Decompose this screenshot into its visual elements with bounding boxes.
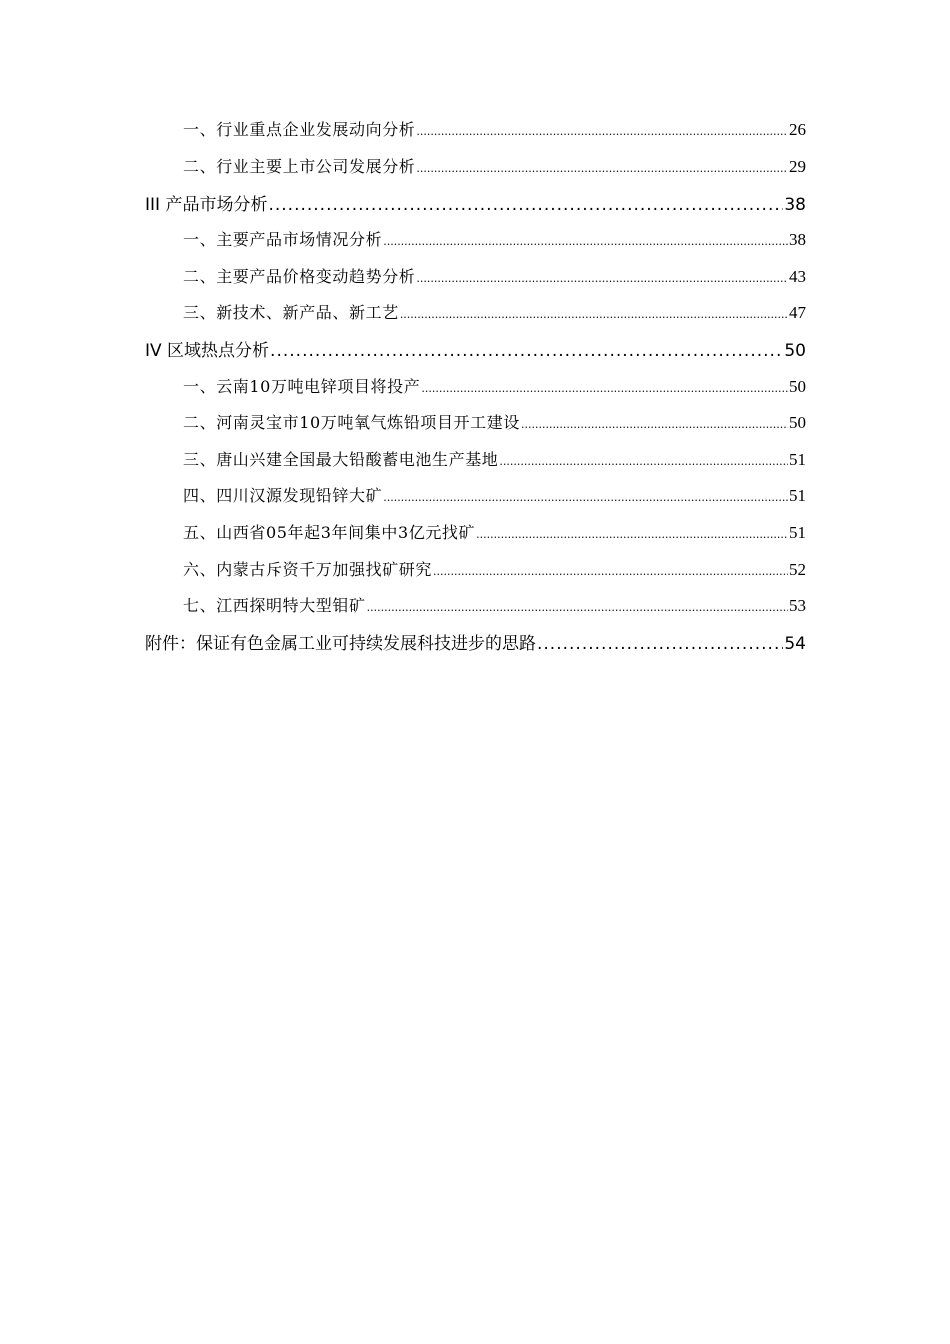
toc-entry[interactable] xyxy=(183,447,806,483)
toc-entry-page: 38 xyxy=(789,230,806,249)
toc-entry-page: 50 xyxy=(789,413,806,432)
dot-leader xyxy=(400,303,788,322)
toc-entry-label: 四、四川汉源发现铅锌大矿 xyxy=(183,486,383,505)
toc-section-page: 50 xyxy=(784,341,806,361)
toc-section-entry[interactable] xyxy=(145,190,806,226)
toc-entry-label: 二、行业主要上市公司发展分析 xyxy=(183,157,416,176)
toc-entry[interactable] xyxy=(183,593,806,629)
dot-leader xyxy=(268,195,783,215)
dot-leader xyxy=(521,413,788,432)
toc-entry-page: 50 xyxy=(789,377,806,396)
toc-entry[interactable] xyxy=(183,264,806,300)
dot-leader xyxy=(383,486,788,505)
toc-entry[interactable] xyxy=(183,557,806,593)
toc-section-page: 38 xyxy=(784,195,806,215)
dot-leader xyxy=(416,157,788,176)
dot-leader xyxy=(416,120,788,139)
dot-leader xyxy=(476,523,788,542)
toc-entry-page: 51 xyxy=(789,523,806,542)
toc-entry-label: 五、山西省05年起3年间集中3亿元找矿 xyxy=(183,523,476,542)
toc-entry[interactable] xyxy=(183,374,806,410)
toc-entry-label: 三、新技术、新产品、新工艺 xyxy=(183,303,399,322)
dot-leader xyxy=(270,341,783,361)
toc-appendix-entry[interactable] xyxy=(145,629,806,665)
toc-section-page: 54 xyxy=(784,634,806,654)
toc-entry[interactable] xyxy=(183,227,806,263)
toc-entry-label: 一、云南10万吨电锌项目将投产 xyxy=(183,377,421,396)
toc-entry-page: 51 xyxy=(789,486,806,505)
toc-entry[interactable] xyxy=(183,117,806,153)
toc-entry-label: 三、唐山兴建全国最大铅酸蓄电池生产基地 xyxy=(183,450,499,469)
toc-entry-page: 51 xyxy=(789,450,806,469)
toc-entry-page: 29 xyxy=(789,157,806,176)
dot-leader xyxy=(416,267,788,286)
toc-entry-label: 一、主要产品市场情况分析 xyxy=(183,230,383,249)
dot-leader xyxy=(499,450,788,469)
toc-entry-label: 二、河南灵宝市10万吨氧气炼铅项目开工建设 xyxy=(183,413,520,432)
toc-entry-label: 一、行业重点企业发展动向分析 xyxy=(183,120,416,139)
toc-entry[interactable] xyxy=(183,520,806,556)
toc-section-label: IV 区域热点分析 xyxy=(145,341,270,361)
toc-section-entry[interactable] xyxy=(145,336,806,372)
toc-entry-label: 六、内蒙古斥资千万加强找矿研究 xyxy=(183,560,433,579)
dot-leader xyxy=(367,596,788,615)
dot-leader xyxy=(537,634,783,654)
toc-entry[interactable] xyxy=(183,410,806,446)
toc-entry-page: 53 xyxy=(789,596,806,615)
toc-entry[interactable] xyxy=(183,483,806,519)
toc-entry-label: 七、江西探明特大型钼矿 xyxy=(183,596,366,615)
dot-leader xyxy=(421,377,788,396)
toc-entry[interactable] xyxy=(183,154,806,190)
toc-entry-page: 52 xyxy=(789,560,806,579)
toc-entry-page: 47 xyxy=(789,303,806,322)
toc-entry-page: 43 xyxy=(789,267,806,286)
toc-entry-label: 二、主要产品价格变动趋势分析 xyxy=(183,267,416,286)
toc-entry[interactable] xyxy=(183,300,806,336)
dot-leader xyxy=(383,230,788,249)
toc-section-label: III 产品市场分析 xyxy=(145,195,268,215)
toc-entry-page: 26 xyxy=(789,120,806,139)
toc-section-label: 附件：保证有色金属工业可持续发展科技进步的思路 xyxy=(145,634,536,654)
dot-leader xyxy=(433,560,788,579)
